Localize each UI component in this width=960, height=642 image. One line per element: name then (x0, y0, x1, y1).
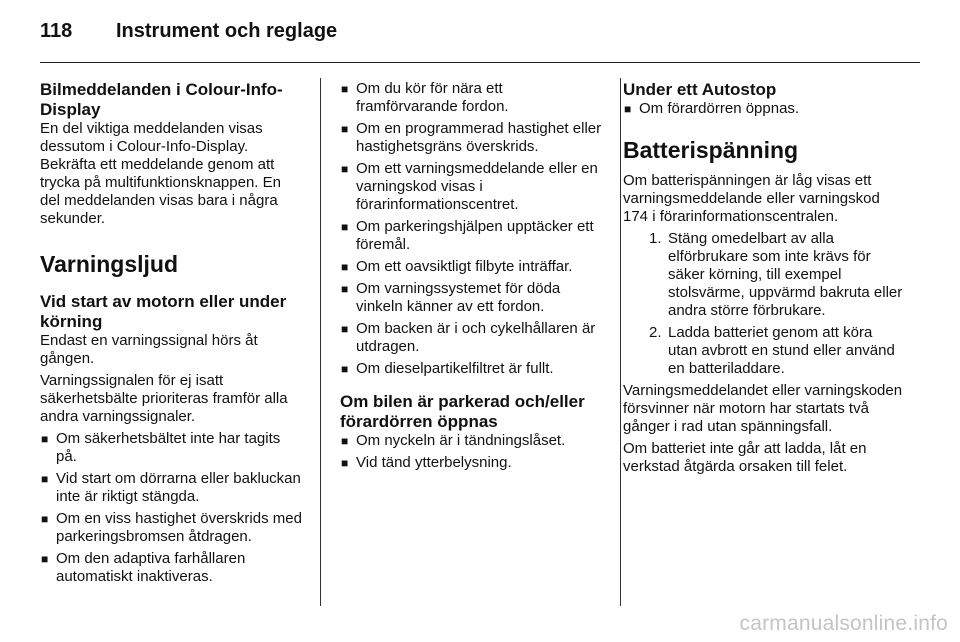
list-item: ■ Om parkeringshjälpen upptäcker ett föremål. (340, 218, 602, 254)
paragraph: Om batterispänningen är låg visas ett varningsmeddelande eller varningskod 174 i förarinformationscentralen. (623, 172, 880, 225)
bullet-list (623, 100, 905, 118)
step-number: 1. (649, 230, 662, 247)
paragraph: En del viktiga meddelanden visas dessutom i Colour-Info-Display. Bekräfta ett meddelande genom att trycka på multifunktionsknappen. En del meddelanden visas bara i några sekunder. (40, 120, 281, 227)
column-divider (620, 78, 621, 606)
column-3 (623, 80, 905, 476)
list-item: ■ Om säkerhetsbältet inte har tagits på. (40, 430, 302, 466)
column-divider (320, 78, 321, 606)
list-item: ■ Om den adaptiva farhållaren automatiskt inaktiveras. (40, 550, 302, 586)
bullet-list (40, 430, 302, 586)
paragraph: Varningssignalen för ej isatt säkerhetsbälte prioriteras framför alla andra varningssignaler. (40, 372, 288, 425)
bullet-list (340, 80, 602, 378)
column-1 (40, 80, 302, 586)
section-heading-parkerad: Om bilen är parkerad och/eller förardörren öppnas (340, 392, 585, 431)
step-text: Stäng omedelbart av alla elförbrukare som inte krävs för säker körning, till exempel stolsvärme, uppvärmd bakruta eller andra större förbrukare. (668, 230, 903, 319)
list-item: ■ Om förardörren öppnas. (623, 100, 905, 118)
paragraph: Om batteriet inte går att ladda, låt en verkstad åtgärda orsaken till felet. (623, 440, 867, 475)
list-item: ■ Om en viss hastighet överskrids med parkeringsbromsen åtdragen. (40, 510, 302, 546)
list-item (649, 230, 905, 320)
paragraph: Endast en varningssignal hörs åt gången. (40, 332, 258, 367)
list-item (649, 324, 905, 378)
list-item: ■ Vid start om dörrarna eller bakluckan inte är riktigt stängda. (40, 470, 302, 506)
section-title-batterispanning: Batterispänning (623, 137, 799, 163)
page-title: Instrument och reglage (116, 20, 338, 42)
page-number: 118 (40, 20, 73, 42)
paragraph: Varningsmeddelandet eller varningskoden försvinner när motorn har startats två gånger i rad utan spänningsfall. (623, 382, 903, 435)
list-item: ■ Om du kör för nära ett framförvarande fordon. (340, 80, 602, 116)
list-item: ■ Om ett varningsmeddelande eller en varningskod visas i förarinformationscentret. (340, 160, 602, 214)
step-text: Ladda batteriet genom att köra utan avbrott en stund eller använd en batteriladdare. (668, 324, 895, 377)
list-item: ■ Om ett oavsiktligt filbyte inträffar. (340, 258, 602, 276)
column-2 (340, 80, 602, 472)
list-item: ■ Vid tänd ytterbelysning. (340, 454, 602, 472)
step-number: 2. (649, 324, 662, 341)
list-item: ■ Om dieselpartikelfiltret är fullt. (340, 360, 602, 378)
section-heading-autostop: Under ett Autostop (623, 80, 777, 99)
page-header (40, 20, 920, 63)
section-heading-start: Vid start av motorn eller under körning (40, 292, 287, 331)
section-title-varningsljud: Varningsljud (40, 251, 179, 277)
list-item: ■ Om nyckeln är i tändningslåset. (340, 432, 602, 450)
bullet-list (340, 432, 602, 472)
section-heading-colour-display: Bilmeddelanden i Colour-Info-Display (40, 80, 283, 119)
list-item: ■ Om en programmerad hastighet eller hastighetsgräns överskrids. (340, 120, 602, 156)
watermark: carmanualsonline.info (739, 612, 948, 635)
list-item: ■ Om varningssystemet för döda vinkeln känner av ett fordon. (340, 280, 602, 316)
numbered-list (649, 230, 905, 378)
list-item: ■ Om backen är i och cykelhållaren är utdragen. (340, 320, 602, 356)
